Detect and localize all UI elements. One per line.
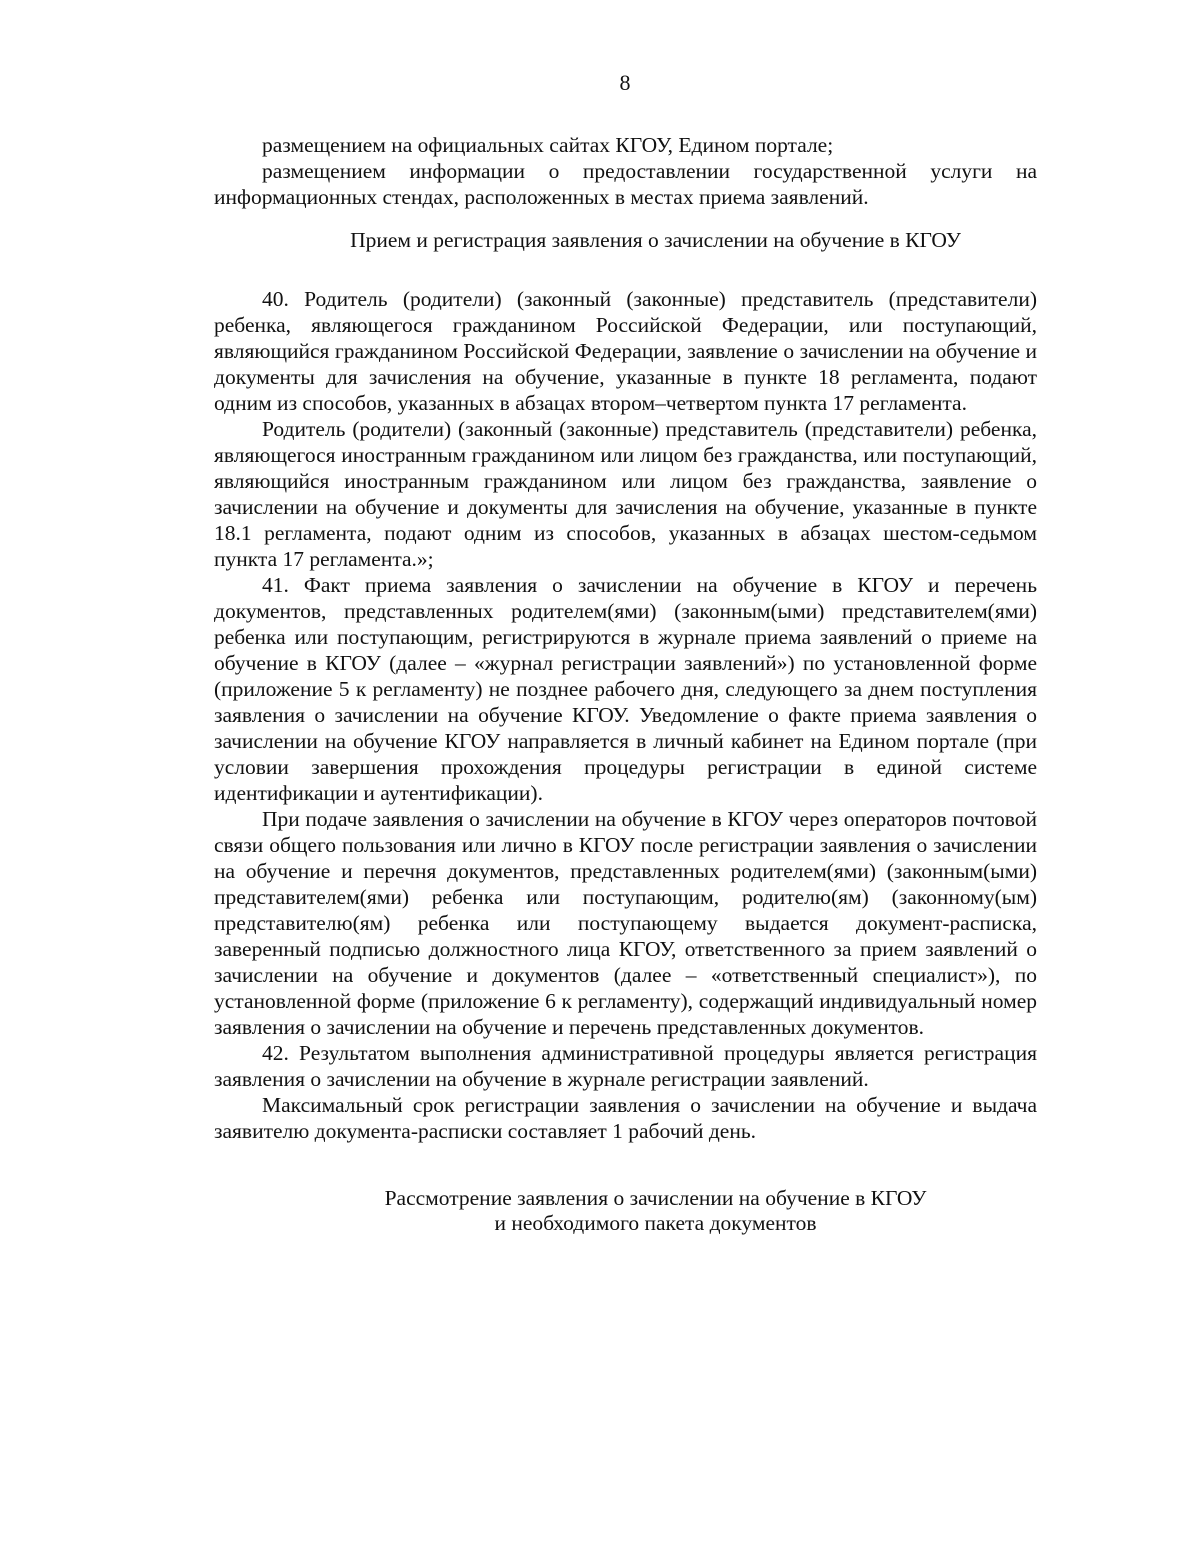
section-heading-reception: Прием и регистрация заявления о зачислении на обучение в КГОУ bbox=[350, 228, 961, 252]
paragraph-clause-40: 40. Родитель (родители) (законный (законные) представитель (представители) ребенка, являющегося гражданином Российской Федерации, или поступающий, являющийся гражданином Российской Федерации, заявление о зачислении на обучение и документы для зачисления на обучение, указанные в пункте 18 регламента, подают одним из способов, указанных в абзацах втором–четвертом пункта 17 регламента. bbox=[214, 287, 1037, 415]
page-number: 8 bbox=[619, 70, 631, 95]
paragraph-clause-42: 42. Результатом выполнения административной процедуры является регистрация заявления о зачислении на обучение в журнале регистрации заявлений. bbox=[214, 1041, 1037, 1091]
paragraph-info-stands: размещением информации о предоставлении государственной услуги на информационных стендах, расположенных в местах приема заявлений. bbox=[214, 159, 1037, 209]
paragraph-receipt: При подаче заявления о зачислении на обучение в КГОУ через операторов почтовой связи общего пользования или лично в КГОУ после регистрации заявления о зачислении на обучение и перечня документов, представленных родителем(ями) (законным(ыми) представителем(ями) ребенка или поступающим, родителю(ям) (законному(ым) представителю(ям) ребенка или поступающему выдается документ-расписка, заверенный подписью должностного лица КГОУ, ответственного за прием заявлений о зачислении на обучение и документов (далее – «ответственный специалист»), по установленной форме (приложение 6 к регламенту), содержащий индивидуальный номер заявления о зачислении на обучение и перечень представленных документов. bbox=[214, 807, 1037, 1039]
section-heading-review-line2: и необходимого пакета документов bbox=[494, 1211, 817, 1235]
document-body bbox=[214, 132, 1037, 1236]
section-heading-review-line1: Рассмотрение заявления о зачислении на обучение в КГОУ bbox=[384, 1186, 927, 1210]
paragraph-max-term: Максимальный срок регистрации заявления о зачислении на обучение и выдача заявителю документа-расписки составляет 1 рабочий день. bbox=[214, 1093, 1037, 1143]
paragraph-clause-41: 41. Факт приема заявления о зачислении на обучение в КГОУ и перечень документов, представленных родителем(ями) (законным(ыми) представителем(ями) ребенка или поступающим, регистрируются в журнале приема заявлений о приеме на обучение в КГОУ (далее – «журнал регистрации заявлений») по установленной форме (приложение 5 к регламенту) не позднее рабочего дня, следующего за днем поступления заявления о зачислении на обучение КГОУ. Уведомление о факте приема заявления о зачислении на обучение КГОУ направляется в личный кабинет на Едином портале (при условии завершения прохождения процедуры регистрации в единой системе идентификации и аутентификации). bbox=[214, 573, 1037, 805]
section-heading-review bbox=[214, 1186, 1037, 1236]
paragraph-clause-40-foreign: Родитель (родители) (законный (законные) представитель (представители) ребенка, являющегося иностранным гражданином или лицом без гражданства, или поступающий, являющийся иностранным гражданином или лицом без гражданства, заявление о зачислении на обучение и документы для зачисления на обучение, указанные в пункте 18.1 регламента, подают одним из способов, указанных в абзацах шестом-седьмом пункта 17 регламента.»; bbox=[214, 417, 1037, 571]
paragraph-publication-sites: размещением на официальных сайтах КГОУ, Едином портале; bbox=[262, 133, 834, 157]
